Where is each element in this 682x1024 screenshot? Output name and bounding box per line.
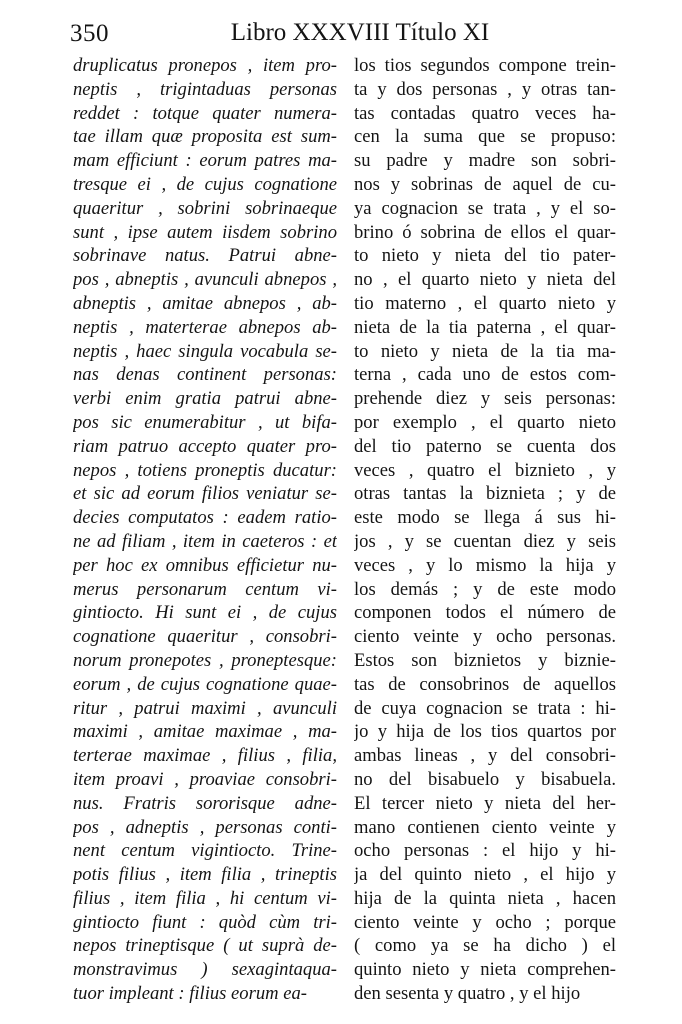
spanish-text-column — [354, 54, 616, 1006]
text-line: ritur , patrui maximi , avunculi — [73, 697, 337, 719]
text-line: nus. Fratris sororisque adne- — [73, 792, 337, 814]
running-title: Libro XXXVIII Título XI — [230, 19, 490, 46]
text-line: tas de consobrinos de aquellos — [354, 673, 616, 695]
text-line: su padre y madre son sobri- — [354, 150, 616, 172]
text-line: Estos son biznietos y biznie- — [354, 649, 616, 671]
text-line: den sesenta y quatro , y el hijo — [354, 983, 581, 1005]
text-line: potis filius , item filia , trineptis — [73, 864, 337, 886]
text-line: reddet : totque quater numera- — [73, 102, 337, 124]
text-line: tas contadas quatro veces ha- — [354, 102, 616, 124]
text-line: hija de la quinta nieta , hacen — [354, 887, 616, 909]
text-line: riam patruo accepto quater pro- — [73, 435, 337, 457]
text-line: quinto nieto y nieta comprehen- — [354, 959, 616, 981]
text-line: verbi enim gratia patrui abne- — [73, 388, 337, 410]
text-line: nieta de la tia paterna , el quar- — [354, 316, 616, 338]
text-line: tae illam quæ proposita est sum- — [73, 126, 337, 148]
text-line: norum pronepotes , proneptesque: — [73, 649, 337, 671]
text-line: merus personarum centum vi- — [73, 578, 337, 600]
text-line: ciento veinte y ocho ; porque — [354, 911, 616, 933]
text-line: otras tantas la biznieta ; y de — [354, 483, 616, 505]
text-line: eorum , de cujus cognatione quae- — [73, 673, 337, 695]
text-line: veces , quatro el biznieto , y — [354, 459, 616, 481]
text-line: ta y dos personas , y otras tan- — [354, 78, 616, 100]
text-line: de cuya cognacion se trata : hi- — [354, 697, 616, 719]
text-line: cen la suma que se propuso: — [354, 126, 616, 148]
text-line: pos , adneptis , personas conti- — [73, 816, 337, 838]
text-line: per hoc ex omnibus efficietur nu- — [73, 554, 337, 576]
text-line: terterae maximae , filius , filia, — [73, 745, 337, 767]
text-line: decies computatos : eadem ratio- — [73, 507, 337, 529]
text-line: tresque ei , de cujus cognatione — [73, 173, 337, 195]
text-line: este modo se llega á sus hi- — [354, 507, 616, 529]
text-line: filius , item filia , hi centum vi- — [73, 887, 337, 909]
latin-text-column — [73, 54, 337, 1006]
text-line: pos , abneptis , avunculi abnepos , — [73, 269, 337, 291]
text-line: neptis , materterae abnepos ab- — [73, 316, 337, 338]
text-line: abneptis , amitae abnepos , ab- — [73, 292, 337, 314]
page-number: 350 — [70, 20, 109, 47]
text-line: ne ad filiam , item in caeteros : et — [73, 530, 337, 552]
text-line: ciento veinte y ocho personas. — [354, 626, 616, 648]
text-line: brino ó sobrina de ellos el quar- — [354, 221, 616, 243]
text-line: cognatione quaeritur , consobri- — [73, 626, 337, 648]
text-line: nepos trineptisque ( ut suprà de- — [73, 935, 337, 957]
text-line: pos sic enumerabitur , ut bifa- — [73, 411, 337, 433]
text-line: no , el quarto nieto y nieta del — [354, 269, 616, 291]
text-line: componen todos el número de — [354, 602, 616, 624]
text-line: los demás ; y de este modo — [354, 578, 616, 600]
text-line: El tercer nieto y nieta del her- — [354, 792, 616, 814]
text-line: ya cognacion se trata , y el so- — [354, 197, 616, 219]
text-line: ocho personas : el hijo y hi- — [354, 840, 616, 862]
text-line: quaeritur , sobrini sobrinaeque — [73, 197, 337, 219]
text-line: tuor impleant : filius eorum ea- — [73, 983, 307, 1005]
text-line: veces , y lo mismo la hija y — [354, 554, 616, 576]
text-line: nas denas continent personas: — [73, 364, 337, 386]
text-line: terna , cada uno de estos com- — [354, 364, 616, 386]
text-line: del tio paterno se cuenta dos — [354, 435, 616, 457]
text-line: to nieto y nieta del tio pater- — [354, 245, 616, 267]
text-line: nos y sobrinas de aquel de cu- — [354, 173, 616, 195]
text-line: ( como ya se ha dicho ) el — [354, 935, 616, 957]
text-line: jo y hija de los tios quartos por — [354, 721, 616, 743]
text-line: nent centum vigintiocto. Trine- — [73, 840, 337, 862]
text-line: gintiocto. Hi sunt ei , de cujus — [73, 602, 337, 624]
text-line: gintiocto fiunt : quòd cùm tri- — [73, 911, 337, 933]
text-line: prehende diez y seis personas: — [354, 388, 616, 410]
text-line: maximi , amitae maximae , ma- — [73, 721, 337, 743]
text-line: por exemplo , el quarto nieto — [354, 411, 616, 433]
text-line: to nieto y nieta de la tia ma- — [354, 340, 616, 362]
text-line: et sic ad eorum filios veniatur se- — [73, 483, 337, 505]
text-line: sobrinave natus. Patrui abne- — [73, 245, 337, 267]
text-line: mano contienen ciento veinte y — [354, 816, 616, 838]
text-line: neptis , haec singula vocabula se- — [73, 340, 337, 362]
page-header — [0, 18, 682, 50]
text-line: los tios segundos compone trein- — [354, 55, 616, 76]
text-line: ambas lineas , y del consobri- — [354, 745, 616, 767]
text-line: nepos , totiens proneptis ducatur: — [73, 459, 337, 481]
text-line: druplicatus pronepos , item pro- — [73, 55, 337, 76]
text-line: no del bisabuelo y bisabuela. — [354, 768, 616, 790]
text-line: ja del quinto nieto , el hijo y — [354, 864, 616, 886]
text-line: tio materno , el quarto nieto y — [354, 292, 616, 314]
text-line: jos , y se cuentan diez y seis — [354, 530, 616, 552]
text-line: item proavi , proaviae consobri- — [73, 768, 337, 790]
text-line: sunt , ipse autem iisdem sobrino — [73, 221, 337, 243]
text-line: monstravimus ) sexagintaqua- — [73, 959, 337, 981]
text-line: mam efficiunt : eorum patres ma- — [73, 150, 337, 172]
text-line: neptis , trigintaduas personas — [73, 78, 337, 100]
